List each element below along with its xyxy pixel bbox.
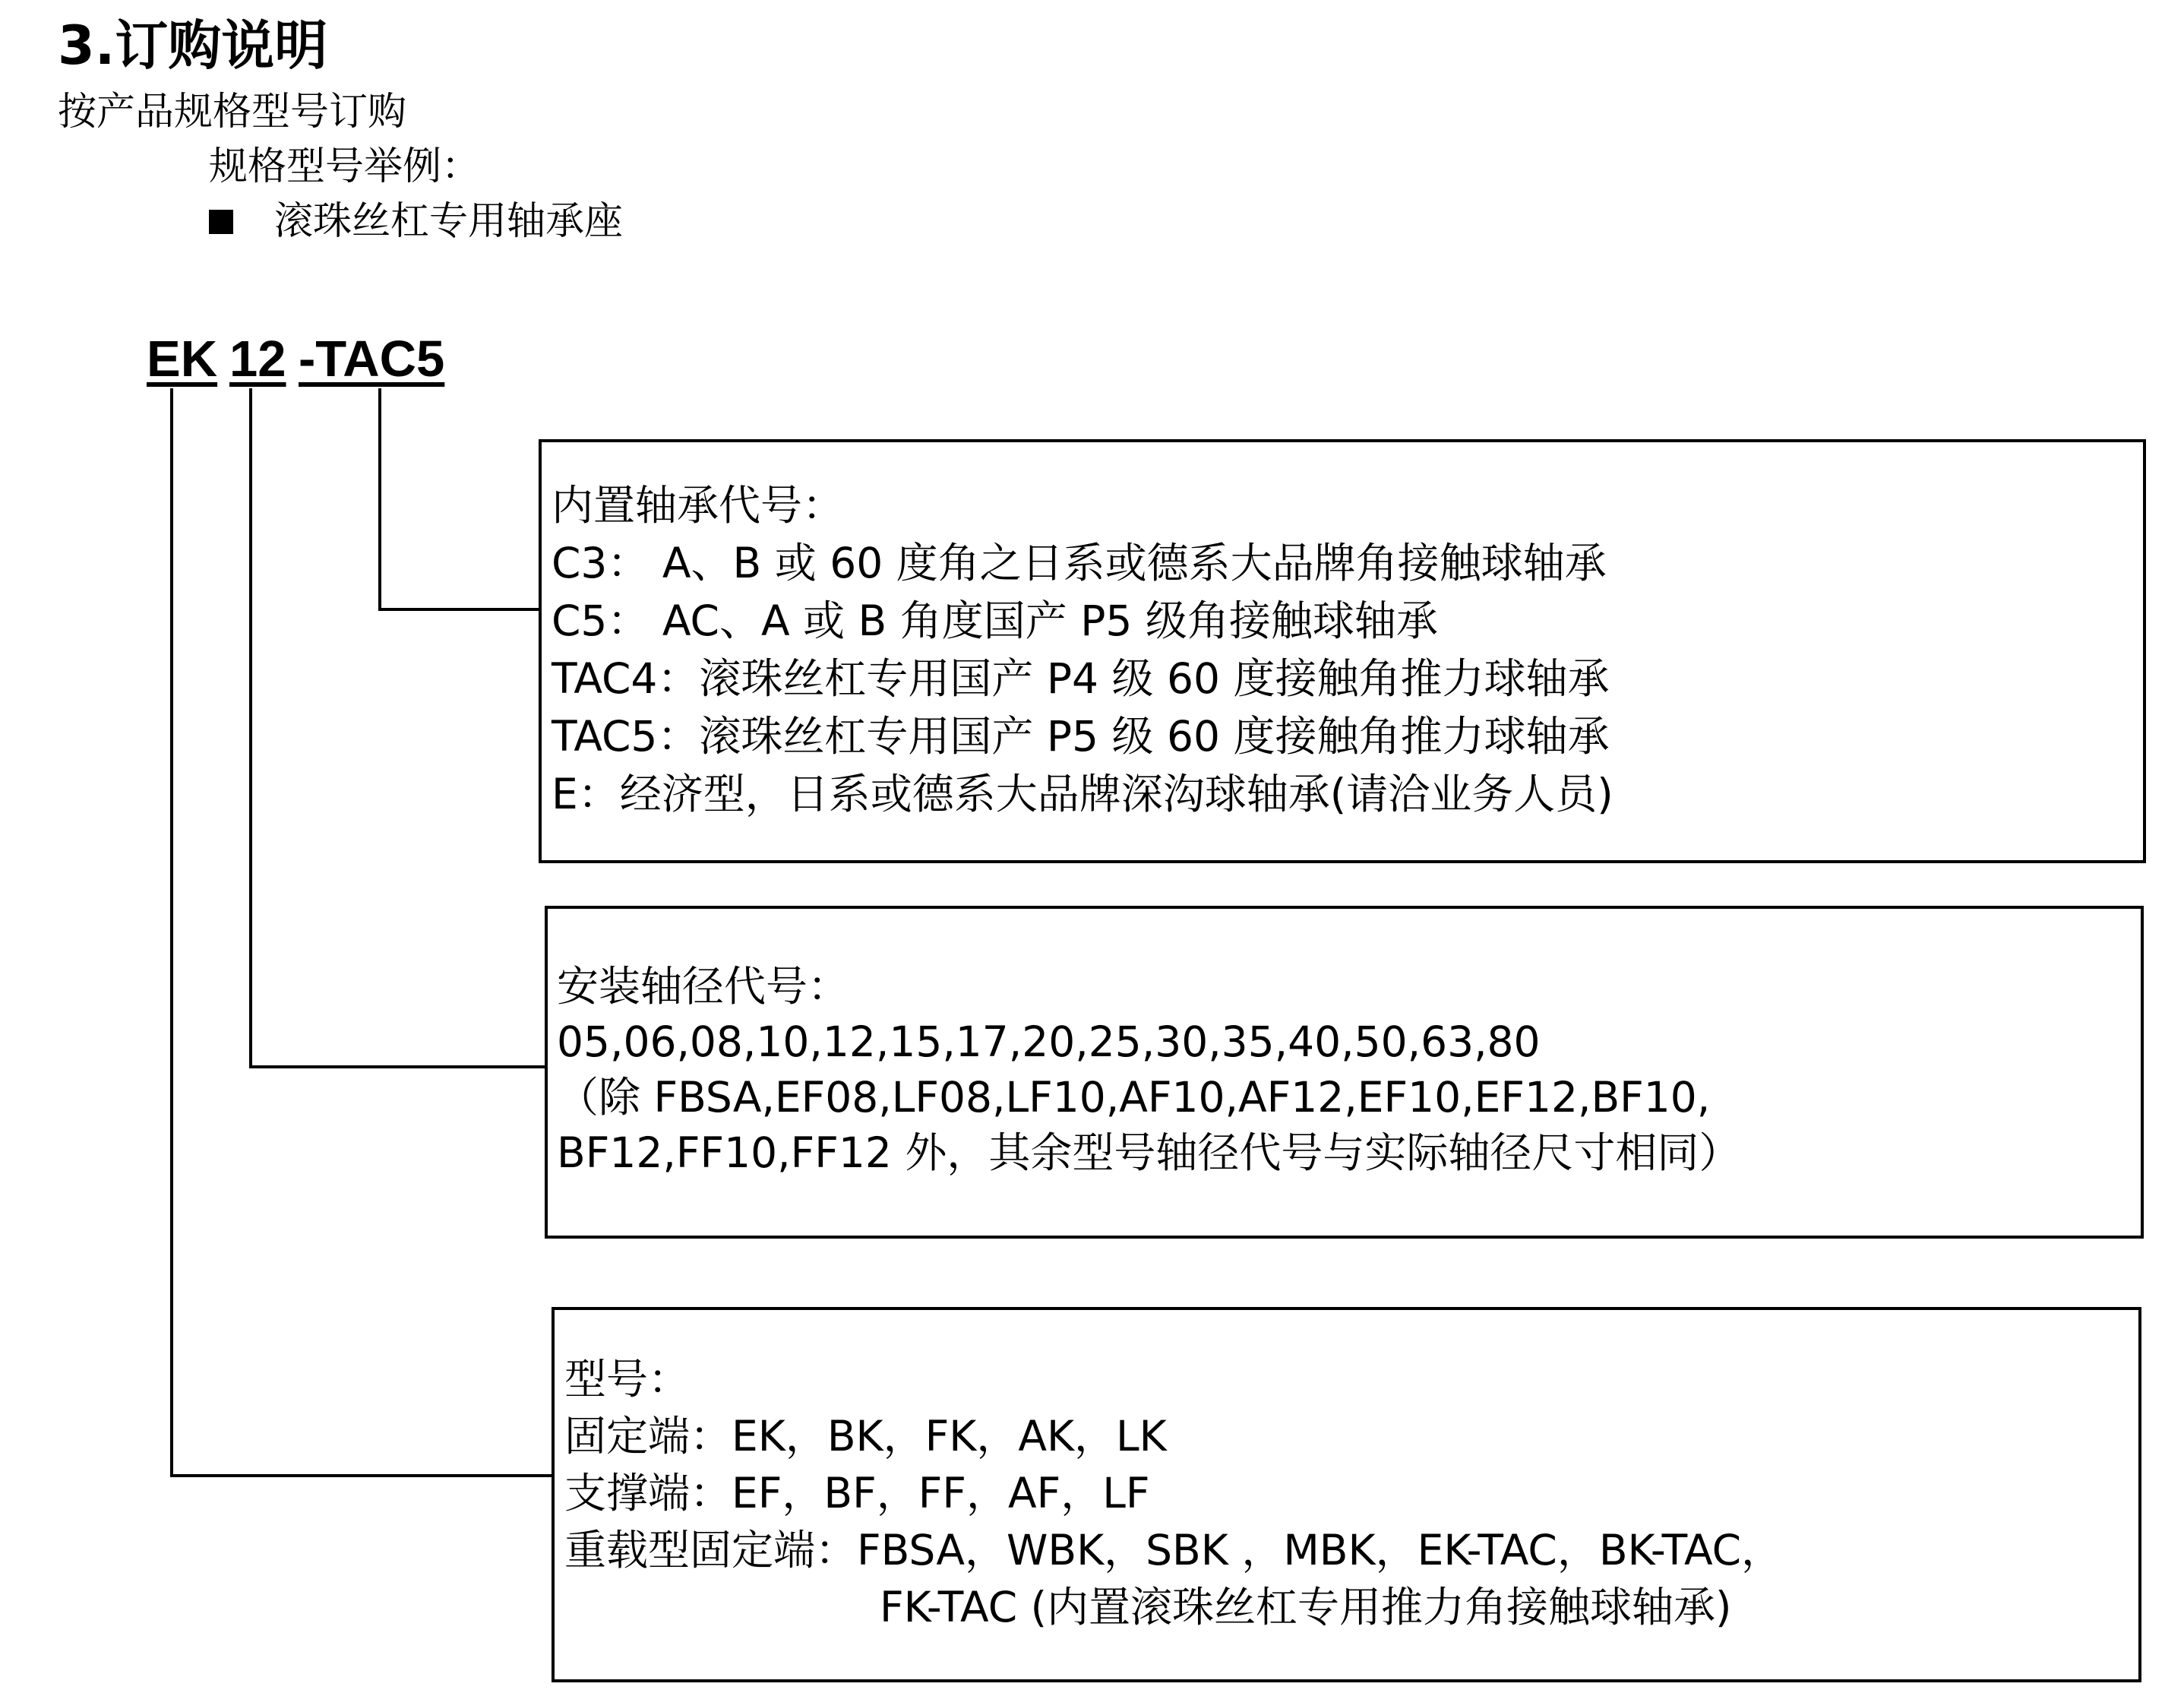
bearing-box-title: 内置轴承代号： <box>552 481 845 530</box>
connector-shaft-horizontal <box>249 1065 546 1068</box>
connector-model-vertical <box>170 388 173 1477</box>
model-heavy-fixed: 重载型固定端：FBSA，WBK，SBK ，MBK，EK-TAC，BK-TAC， <box>564 1526 1784 1574</box>
bullet-text: 滚珠丝杠专用轴承座 <box>274 199 624 244</box>
intro-text: 按产品规格型号订购 <box>58 90 407 134</box>
shaft-codes: 05,06,08,10,12,15,17,20,25,30,35,40,50,63,80 <box>557 1017 1541 1066</box>
code-model-part: EK <box>147 331 218 388</box>
model-support-end: 支撑端：EF，BF，FF，AF，LF <box>564 1469 1150 1517</box>
bearing-line-c5: C5： AC、A 或 B 角度国产 P5 级角接触球轴承 <box>552 597 1438 645</box>
shaft-box-title: 安装轴径代号： <box>557 962 850 1011</box>
code-shaft-part: 12 <box>229 331 286 388</box>
shaft-code-box <box>545 906 2144 1239</box>
connector-bearing-horizontal <box>378 608 540 611</box>
bearing-line-c3: C3： A、B 或 60 度角之日系或德系大品牌角接触球轴承 <box>552 539 1607 587</box>
section-title: 3.订购说明 <box>58 14 328 77</box>
bullet-square-icon <box>209 210 233 234</box>
example-label: 规格型号举例： <box>209 144 481 189</box>
shaft-note-2: BF12,FF10,FF12 外，其余型号轴径代号与实际轴径尺寸相同） <box>557 1128 1741 1177</box>
bearing-line-tac5: TAC5：滚珠丝杠专用国产 P5 级 60 度接触角推力球轴承 <box>552 712 1610 761</box>
model-box-title: 型号： <box>564 1355 691 1403</box>
shaft-note-1: （除 FBSA,EF08,LF08,LF10,AF10,AF12,EF10,EF12,BF10, <box>557 1073 1711 1122</box>
bullet-item <box>209 199 623 245</box>
connector-model-horizontal <box>170 1474 553 1477</box>
bearing-line-e: E：经济型，日系或德系大品牌深沟球轴承(请洽业务人员) <box>552 770 1614 818</box>
model-fixed-end: 固定端：EK，BK，FK，AK，LK <box>564 1412 1167 1460</box>
connector-shaft-vertical <box>249 388 252 1068</box>
bearing-line-tac4: TAC4：滚珠丝杠专用国产 P4 级 60 度接触角推力球轴承 <box>552 654 1610 703</box>
model-fk-tac: FK-TAC (内置滚珠丝杠专用推力角接触球轴承) <box>880 1583 1732 1631</box>
code-bearing-part: -TAC5 <box>299 331 445 388</box>
connector-bearing-vertical <box>378 388 381 611</box>
